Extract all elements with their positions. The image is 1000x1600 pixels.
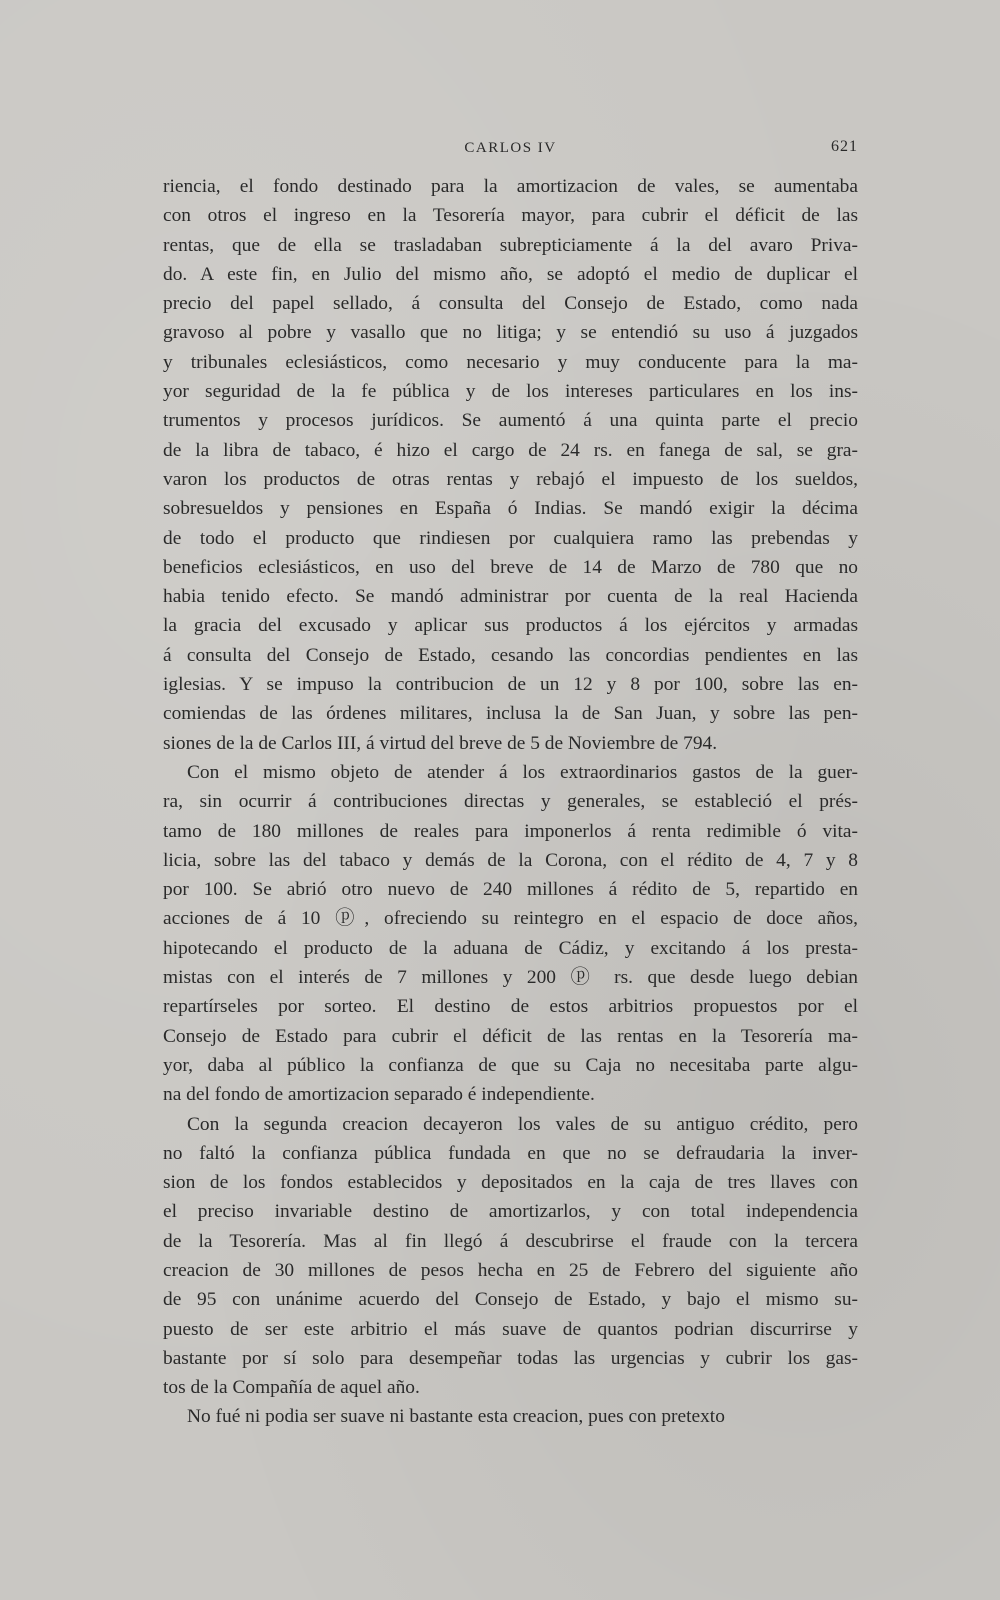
text-line: no faltó la confianza pública fundada en que no se defraudaria la inver- bbox=[163, 1142, 858, 1164]
text-line: yor seguridad de la fe pública y de los intereses particulares en los ins- bbox=[163, 381, 858, 403]
text-line: gravoso al pobre y vasallo que no litiga; y se entendió su uso á juzgados bbox=[163, 322, 858, 344]
running-head bbox=[163, 136, 858, 160]
text-line: tamo de 180 millones de reales para imponerlos á renta redimible ó vita- bbox=[163, 820, 858, 842]
text-line: precio del papel sellado, á consulta del Consejo de Estado, como nada bbox=[163, 293, 858, 315]
text-line: iglesias. Y se impuso la contribucion de un 12 y 8 por 100, sobre las en- bbox=[163, 674, 858, 696]
text-line: rentas, que de ella se trasladaban subrepticiamente á la del avaro Priva- bbox=[163, 234, 858, 256]
text-line: ra, sin ocurrir á contribuciones directas y generales, se estableció el prés- bbox=[163, 791, 858, 813]
text-line: do. A este fin, en Julio del mismo año, se adoptó el medio de duplicar el bbox=[163, 263, 858, 285]
text-line: beneficios eclesiásticos, en uso del breve de 14 de Marzo de 780 que no bbox=[163, 556, 858, 578]
text-line: na del fondo de amortizacion separado é independiente. bbox=[163, 1084, 595, 1106]
text-line: por 100. Se abrió otro nuevo de 240 millones á rédito de 5, repartido en bbox=[163, 879, 858, 901]
text-line: yor, daba al público la confianza de que su Caja no necesitaba parte algu- bbox=[163, 1054, 858, 1076]
text-line: varon los productos de otras rentas y rebajó el impuesto de los sueldos, bbox=[163, 468, 858, 490]
text-line: trumentos y procesos jurídicos. Se aumentó á una quinta parte el precio bbox=[163, 410, 858, 432]
text-line: de la libra de tabaco, é hizo el cargo de 24 rs. en fanega de sal, se gra- bbox=[163, 439, 858, 461]
text-line: comiendas de las órdenes militares, inclusa la de San Juan, y sobre las pen- bbox=[163, 703, 858, 725]
text-line: siones de la de Carlos III, á virtud del breve de 5 de Noviembre de 794. bbox=[163, 732, 718, 754]
page-number: 621 bbox=[831, 138, 858, 155]
text-line: hipotecando el producto de la aduana de Cádiz, y excitando á los presta- bbox=[163, 937, 858, 959]
text-line: repartírseles por sorteo. El destino de estos arbitrios propuestos por el bbox=[163, 996, 858, 1018]
text-line: riencia, el fondo destinado para la amortizacion de vales, se aumentaba bbox=[163, 176, 858, 197]
text-line: y tribunales eclesiásticos, como necesario y muy conducente para la ma- bbox=[163, 351, 858, 373]
text-line: Consejo de Estado para cubrir el déficit de las rentas en la Tesorería ma- bbox=[163, 1025, 858, 1047]
text-line: de la Tesorería. Mas al fin llegó á descubrirse el fraude con la tercera bbox=[163, 1230, 858, 1252]
text-line: sobresueldos y pensiones en España ó Indias. Se mandó exigir la décima bbox=[163, 498, 858, 520]
text-line: Con el mismo objeto de atender á los extraordinarios gastos de la guer- bbox=[187, 761, 858, 783]
body-text bbox=[163, 172, 858, 1432]
text-line: creacion de 30 millones de pesos hecha en 25 de Febrero del siguiente año bbox=[163, 1259, 858, 1281]
text-line: licia, sobre las del tabaco y demás de la Corona, con el rédito de 4, 7 y 8 bbox=[163, 849, 858, 871]
text-line: sion de los fondos establecidos y depositados en la caja de tres llaves con bbox=[163, 1172, 858, 1194]
text-line: la gracia del excusado y aplicar sus productos á los ejércitos y armadas bbox=[163, 615, 858, 637]
text-line: de todo el producto que rindiesen por cualquiera ramo las prebendas y bbox=[163, 527, 858, 549]
text-line: el preciso invariable destino de amortizarlos, y con total independencia bbox=[163, 1201, 858, 1223]
text-line: mistas con el interés de 7 millones y 200 ⓟ rs. que desde luego debian bbox=[163, 967, 858, 989]
text-line: Con la segunda creacion decayeron los vales de su antiguo crédito, pero bbox=[187, 1113, 858, 1135]
text-line: á consulta del Consejo de Estado, cesando las concordias pendientes en las bbox=[163, 644, 858, 666]
running-title: CARLOS IV bbox=[464, 140, 557, 156]
text-line: con otros el ingreso en la Tesorería mayor, para cubrir el déficit de las bbox=[163, 205, 858, 227]
text-line: bastante por sí solo para desempeñar todas las urgencias y cubrir los gas- bbox=[163, 1347, 858, 1369]
text-line: acciones de á 10 ⓟ, ofreciendo su reintegro en el espacio de doce años, bbox=[163, 908, 858, 930]
text-line: No fué ni podia ser suave ni bastante esta creacion, pues con pretexto bbox=[187, 1406, 725, 1428]
text-line: tos de la Compañía de aquel año. bbox=[163, 1377, 420, 1399]
text-line: habia tenido efecto. Se mandó administrar por cuenta de la real Hacienda bbox=[163, 586, 858, 608]
text-line: puesto de ser este arbitrio el más suave de quantos podrian discurrirse y bbox=[163, 1318, 858, 1340]
text-line: de 95 con unánime acuerdo del Consejo de Estado, y bajo el mismo su- bbox=[163, 1289, 858, 1311]
